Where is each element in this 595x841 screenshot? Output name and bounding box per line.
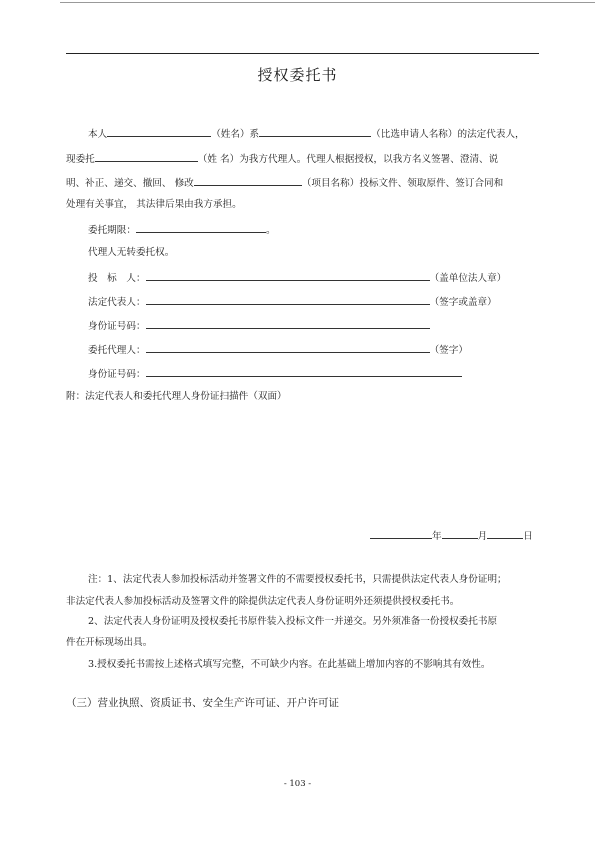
bidder-field — [88, 271, 506, 285]
body-text: （姓 名）为我方代理人。代理人根据授权，以我方名义签署、澄清、说 — [197, 154, 499, 165]
header-rule — [66, 53, 539, 54]
legal-rep-field — [88, 295, 497, 309]
body-text: 本人 — [88, 129, 108, 140]
note-1-line-2: 非法定代表人参加投标活动及签署文件的除提供法定代表人身份证明外还须提供授权委托书。 — [66, 596, 460, 607]
year-blank — [370, 529, 432, 539]
note-3: 3.授权委托书需按上述格式填写完整，不可缺少内容。在此基础上增加内容的不影响其有效性。 — [88, 659, 491, 670]
date-day: 日 — [523, 531, 533, 542]
body-line-3 — [66, 176, 503, 190]
no-transfer-text: 代理人无转委托权。 — [88, 247, 175, 258]
term-suffix: 。 — [265, 225, 276, 236]
agent-name-blank — [95, 152, 198, 162]
bidder-blank — [146, 271, 430, 281]
top-border-line — [60, 2, 595, 3]
id-number-blank-1 — [146, 319, 430, 329]
agent-field — [88, 343, 468, 357]
name-blank — [107, 127, 211, 137]
term-blank — [136, 223, 266, 233]
body-text: （姓名）系 — [211, 129, 260, 140]
body-text: （比选申请人名称）的法定代表人， — [371, 129, 525, 140]
agent-blank — [146, 343, 430, 353]
body-text: 现委托 — [66, 154, 95, 165]
note-2-line-1: 2、法定代表人身份证明及授权委托书原件装入投标文件一并递交。另外须准备一份授权委托书原 — [88, 616, 498, 627]
page-title: 授权委托书 — [257, 66, 338, 84]
id-number-field-1 — [88, 319, 430, 333]
term-label: 委托期限： — [88, 225, 136, 236]
body-text: （项目名称）投标文件、领取原件、签订合同和 — [301, 178, 504, 189]
field-label: 投 标 人： — [88, 273, 146, 284]
legal-rep-blank — [146, 295, 430, 305]
body-line-2 — [66, 152, 498, 166]
month-blank — [442, 529, 478, 539]
field-label: 法定代表人： — [88, 297, 146, 308]
page-number: - 103 - — [283, 779, 312, 789]
date-year: 年 — [432, 531, 442, 542]
field-note: （签字） — [429, 345, 468, 356]
id-number-blank-2 — [146, 367, 462, 377]
body-text: 明、补正、递交、撤回、 修改 — [66, 178, 194, 189]
field-label: 委托代理人： — [88, 345, 146, 356]
body-line-4: 处理有关事宜， 其法律后果由我方承担。 — [66, 199, 242, 210]
attachment-note: 附：法定代表人和委托代理人身份证扫描件（双面） — [66, 391, 287, 402]
field-label: 身份证号码： — [88, 369, 146, 380]
body-line-1 — [88, 127, 525, 141]
note-1-line-1: 注：1、法定代表人参加投标活动并签署文件的不需要授权委托书，只需提供法定代表人身份证明； — [88, 574, 507, 585]
applicant-name-blank — [259, 127, 371, 137]
term-line — [88, 223, 276, 237]
date-line — [370, 529, 533, 543]
field-label: 身份证号码： — [88, 321, 146, 332]
day-blank — [487, 529, 523, 539]
section-heading: （三）营业执照、资质证书、安全生产许可证、开户许可证 — [66, 697, 339, 709]
field-note: （签字或盖章） — [429, 297, 497, 308]
id-number-field-2 — [88, 367, 462, 381]
project-name-blank — [194, 176, 302, 186]
note-2-line-2: 件在开标现场出具。 — [66, 637, 153, 648]
field-note: （盖单位法人章） — [429, 273, 507, 284]
date-month: 月 — [477, 531, 488, 542]
